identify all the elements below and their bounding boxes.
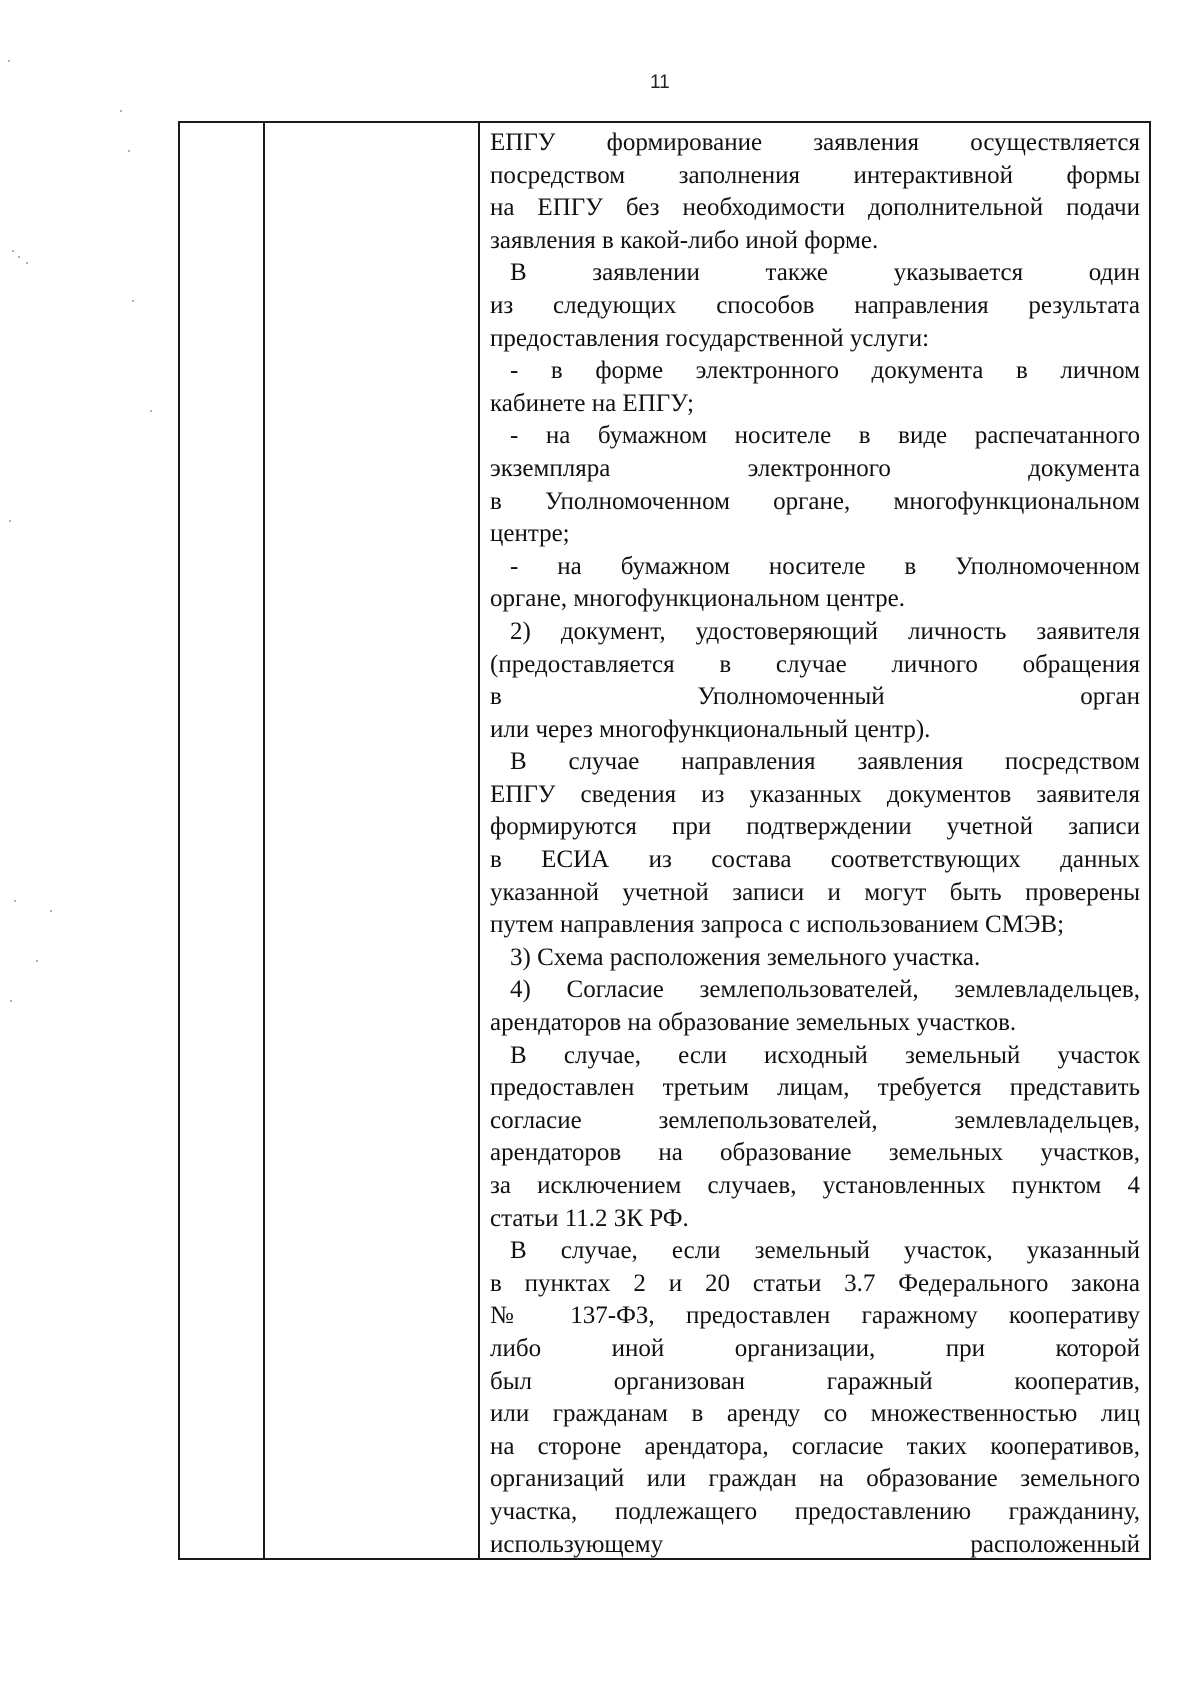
page-number: 11 [650,72,670,93]
column-divider-2 [478,123,480,1558]
text-line: указанной учетной записи и могут быть проверены [490,878,1140,906]
text-line: центре; [490,520,570,548]
text-line: в ЕСИА из состава соответствующих данных [490,846,1140,874]
text-line: путем направления запроса с использованием СМЭВ; [490,911,1065,939]
scan-artifact [18,256,20,258]
scan-artifact [120,110,122,112]
text-line: или гражданам в аренду со множественностью лиц [490,1400,1140,1428]
text-line: ЕПГУ сведения из указанных документов заявителя [490,780,1140,808]
text-line: 2) документ, удостоверяющий личность заявителя [510,617,1140,645]
text-line: или через многофункциональный центр). [490,715,931,743]
text-line: ЕПГУ формирование заявления осуществляется [490,129,1140,156]
text-line: органе, многофункциональном центре. [490,585,905,613]
text-line: согласие землепользователей, землевладельцев, [490,1106,1140,1134]
text-line: экземпляра электронного документа [490,454,1140,482]
scan-artifact [36,960,38,962]
text-line: 4) Согласие землепользователей, землевладельцев, [510,976,1140,1004]
text-line: организаций или граждан на образование земельного [490,1465,1140,1493]
text-line: был организован гаражный кооператив, [490,1367,1140,1395]
text-line: - на бумажном носителе в виде распечатанного [510,422,1140,450]
scan-artifact [128,150,130,152]
text-line: в Уполномоченный орган [490,683,1140,711]
text-line: - на бумажном носителе в Уполномоченном [510,552,1140,580]
document-table [178,121,1151,1560]
text-line: на ЕПГУ без необходимости дополнительной подачи [490,194,1140,222]
text-line: использующему расположенный [490,1530,1140,1558]
text-line: предоставлен третьим лицам, требуется представить [490,1074,1140,1102]
text-line: кабинете на ЕПГУ; [490,389,694,417]
text-line: либо иной организации, при которой [490,1334,1140,1362]
scan-artifact [12,250,14,252]
column-divider-1 [263,123,265,1558]
text-line: предоставления государственной услуги: [490,324,930,352]
text-line: В случае, если исходный земельный участок [510,1041,1140,1069]
text-line: участка, подлежащего предоставлению гражданину, [490,1497,1140,1525]
scan-artifact [8,60,10,62]
table-cell-text [490,127,1140,1558]
text-line: - в форме электронного документа в личном [510,357,1140,385]
text-line: 3) Схема расположения земельного участка. [510,943,981,971]
scan-artifact [10,1000,12,1002]
text-line: в пунктах 2 и 20 статьи 3.7 Федерального закона [490,1269,1140,1297]
text-line: в Уполномоченном органе, многофункциональном [490,487,1140,515]
text-line: из следующих способов направления результата [490,291,1140,319]
text-line: арендаторов на образование земельных участков, [490,1139,1140,1167]
text-line: (предоставляется в случае личного обращения [490,650,1140,678]
text-line: на стороне арендатора, согласие таких кооперативов, [490,1432,1140,1460]
scan-artifact [9,520,11,522]
text-line: № 137-ФЗ, предоставлен гаражному кооперативу [490,1302,1140,1330]
text-line: В случае направления заявления посредством [510,748,1140,776]
scan-artifact [14,900,16,902]
text-line: за исключением случаев, установленных пунктом 4 [490,1172,1140,1199]
scan-artifact [26,262,28,264]
text-line: статьи 11.2 ЗК РФ. [490,1204,689,1232]
text-line: В случае, если земельный участок, указанный [510,1237,1140,1265]
text-line: арендаторов на образование земельных участков. [490,1009,1017,1037]
scan-artifact [150,410,152,412]
scan-artifact [132,300,134,302]
text-line: заявления в какой-либо иной форме. [490,226,879,254]
text-line: В заявлении также указывается один [510,259,1140,287]
text-line: посредством заполнения интерактивной формы [490,161,1140,189]
scan-artifact [50,910,52,912]
text-line: формируются при подтверждении учетной записи [490,813,1140,841]
